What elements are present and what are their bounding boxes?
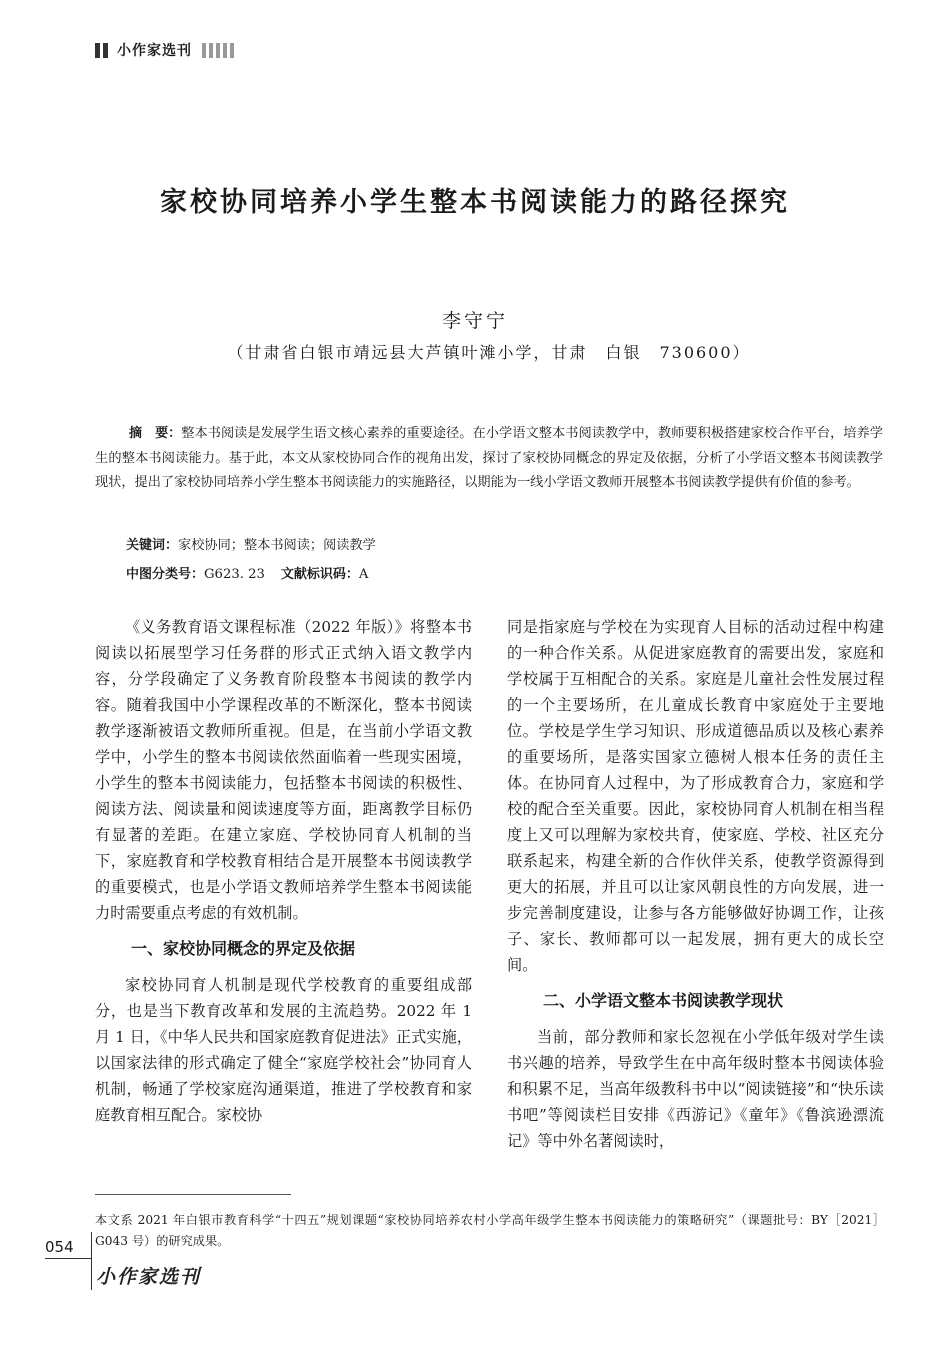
keywords-text: 家校协同；整本书阅读；阅读教学: [178, 538, 376, 553]
left-column: [95, 614, 472, 1128]
author-affiliation: （甘肃省白银市靖远县大芦镇叶滩小学，甘肃 白银 730600）: [227, 343, 751, 362]
footnote: 本文系 2021 年白银市教育科学“十四五”规划课题“家校协同培养农村小学高年级学生整本书阅读能力的策略研究”（课题批号：BY［2021］G043 号）的研究成果。: [95, 1213, 885, 1248]
abstract-text: 整本书阅读是发展学生语文核心素养的重要途径。在小学语文整本书阅读教学中，教师要积极搭建家校合作平台，培养学生的整本书阅读能力。基于此，本文从家校协同合作的视角出发，探讨了家校协同概念的界定及依据，分析了小学语文整本书阅读教学现状，提出了家校协同培养小学生整本书阅读能力的实施路径，以期能为一线小学语文教师开展整本书阅读教学提供有价值的参考。: [95, 426, 883, 490]
header-bar: [95, 43, 100, 58]
header-stripe: [209, 43, 213, 58]
journal-name: 小作家选刊: [117, 43, 192, 59]
footer-logo: 小作家选刊: [96, 1266, 202, 1288]
page-number: 054: [45, 1238, 74, 1256]
keywords-label: 关键词：: [126, 538, 179, 553]
header-bar: [103, 43, 108, 58]
header-stripe: [223, 43, 227, 58]
clc-value: G623. 23: [204, 567, 265, 582]
abstract-label: 摘 要：: [129, 426, 182, 441]
journal-header: [95, 40, 237, 60]
abstract: [95, 422, 883, 496]
classification: [126, 563, 368, 582]
doc-code-label: 文献标识码：: [280, 567, 359, 582]
section-heading-1: 一、家校协同概念的界定及依据: [131, 939, 356, 958]
body-paragraph: 《义务教育语文课程标准（2022 年版）》将整本书阅读以拓展型学习任务群的形式正式纳入语文教学内容，分学段确定了义务教育阶段整本书阅读的教学内容。随着我国中小学课程改革的不断深化，整本书阅读教学逐渐被语文教师所重视。但是，在当前小学语文教学中，小学生的整本书阅读依然面临着一些现实困境，小学生的整本书阅读能力，包括整本书阅读的积极性、阅读方法、阅读量和阅读速度等方面，距离教学目标仍有显著的差距。在建立家庭、学校协同育人机制的当下，家庭教育和学校教育相结合是开展整本书阅读教学的重要模式，也是小学语文教师培养学生整本书阅读能力时需要重点考虑的有效机制。: [95, 618, 472, 922]
body-paragraph: 同是指家庭与学校在为实现育人目标的活动过程中构建的一种合作关系。从促进家庭教育的需要出发，家庭和学校属于互相配合的关系。家庭是儿童社会性发展过程的一个主要场所，在儿童成长教育中家庭处于主要地位。学校是学生学习知识、形成道德品质以及核心素养的重要场所，是落实国家立德树人根本任务的责任主体。在协同育人过程中，为了形成教育合力，家庭和学校的配合至关重要。因此，家校协同育人机制在相当程度上又可以理解为家校共育，使家庭、学校、社区充分联系起来，构建全新的合作伙伴关系，使教学资源得到更大的拓展，并且可以让家风朝良性的方向发展，进一步完善制度建设，让参与各方能够做好协调工作，让孩子、家长、教师都可以一起发展，拥有更大的成长空间。: [507, 618, 884, 974]
section-heading-2: 二、小学语文整本书阅读教学现状: [543, 991, 784, 1010]
page-number-rule: [45, 1258, 91, 1259]
doc-code-value: A: [358, 567, 369, 582]
header-stripe: [216, 43, 220, 58]
article-title: 家校协同培养小学生整本书阅读能力的路径探究: [160, 187, 790, 218]
header-stripe: [230, 43, 234, 58]
footnote-divider: [95, 1194, 291, 1195]
page-number-rule: [91, 1232, 92, 1290]
body-paragraph: 当前，部分教师和家长忽视在小学低年级对学生读书兴趣的培养，导致学生在中高年级时整本书阅读体验和积累不足，当高年级教科书中以“阅读链接”和“快乐读书吧”等阅读栏目安排《西游记》《童年》《鲁滨逊漂流记》等中外名著阅读时，: [507, 1028, 884, 1150]
body-paragraph: 家校协同育人机制是现代学校教育的重要组成部分，也是当下教育改革和发展的主流趋势。2022 年 1 月 1 日，《中华人民共和国家庭教育促进法》正式实施，以国家法律的形式确定了健全“家庭学校社会”协同育人机制，畅通了学校家庭沟通渠道，推进了学校教育和家庭教育相互配合。家校协: [95, 976, 472, 1124]
clc-label: 中图分类号：: [126, 567, 205, 582]
right-column: [507, 614, 884, 1154]
keywords: [126, 534, 376, 553]
author-name: 李守宁: [441, 310, 508, 332]
header-stripe: [202, 43, 206, 58]
